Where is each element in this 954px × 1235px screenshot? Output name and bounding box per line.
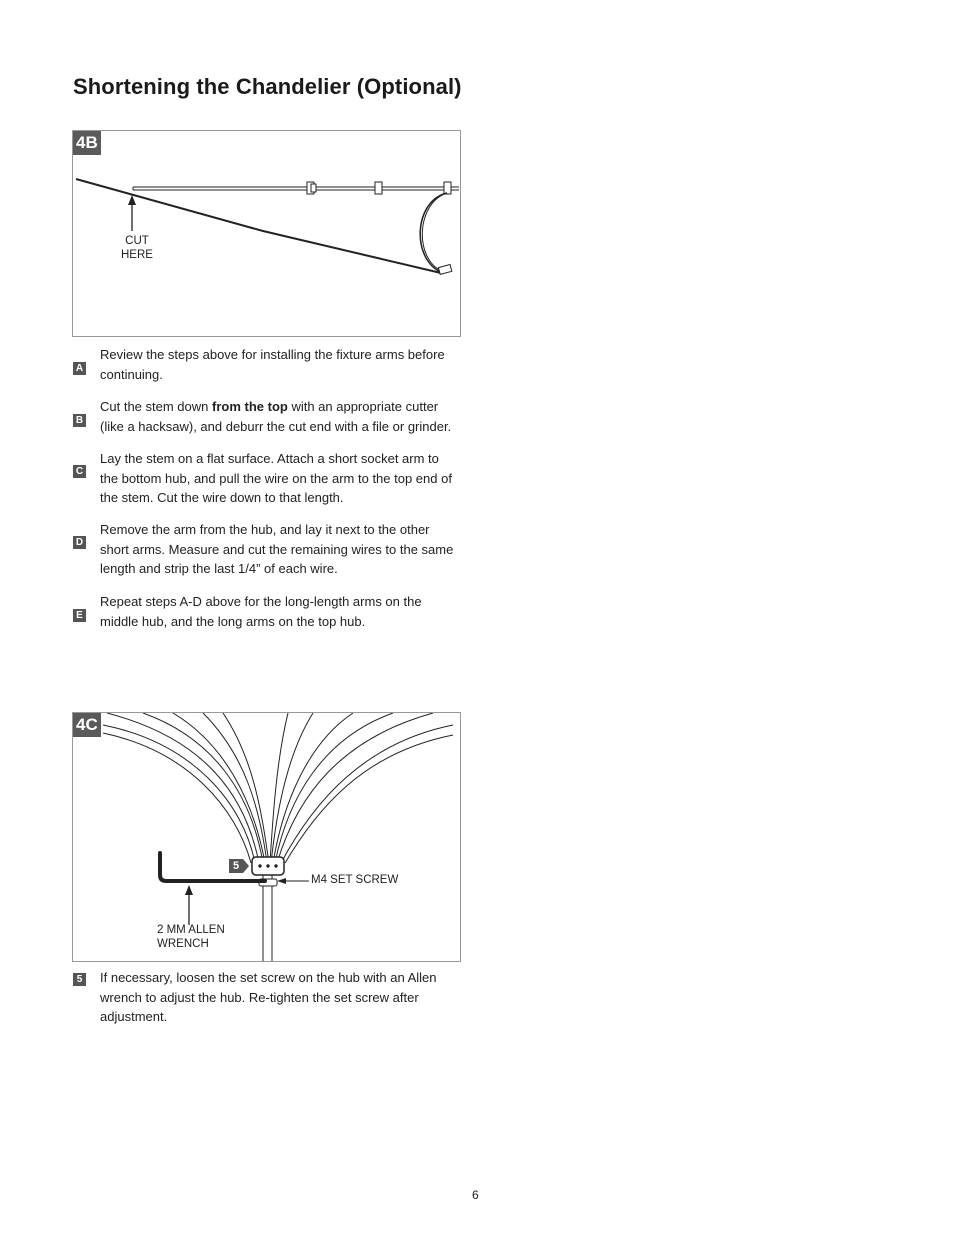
step-text-e: Repeat steps A-D above for the long-length arms on the middle hub, and the long arms on the top hub. <box>100 594 422 629</box>
step-text-5: If necessary, loosen the set screw on the hub with an Allen wrench to adjust the hub. Re-tighten the set screw after adjustment. <box>100 970 437 1024</box>
page-title: Shortening the Chandelier (Optional) <box>73 74 462 99</box>
figure-4c <box>72 712 461 962</box>
step-text-d: Remove the arm from the hub, and lay it next to the other short arms. Measure and cut the remaining wires to the same length and strip the last 1/4” of each wire. <box>100 522 454 576</box>
hub-1 <box>307 182 316 194</box>
figure-badge-4b: 4B <box>73 131 103 157</box>
hub-2 <box>375 182 382 194</box>
wire-loop <box>420 193 447 273</box>
step-letter-d: D <box>73 536 86 549</box>
allen-wrench-label: 2 MM ALLEN WRENCH <box>157 924 225 950</box>
hub-adjust-diagram <box>73 713 460 961</box>
step-letter-a: A <box>73 362 86 375</box>
set-screw-label: M4 SET SCREW <box>311 874 399 886</box>
page-number: 6 <box>472 1188 479 1202</box>
step-letter-b: B <box>73 414 86 427</box>
step-text-c: Lay the stem on a flat surface. Attach a short socket arm to the bottom hub, and pull the wire on the arm to the top end of the stem. Cut the wire down to that length. <box>100 451 452 505</box>
step-text-a: Review the steps above for installing the fixture arms before continuing. <box>100 347 445 382</box>
step-letter-c: C <box>73 465 86 478</box>
step-number-5: 5 <box>73 973 86 986</box>
figure-4b <box>72 130 461 337</box>
cut-here-label: CUT HERE <box>121 235 153 261</box>
callout-number-5: 5 <box>233 860 240 872</box>
hub-3 <box>444 182 451 194</box>
step-text-b: Cut the stem down from the top with an appropriate cutter (like a hacksaw), and deburr the cut end with a file or grinder. <box>100 399 452 434</box>
step-letter-e: E <box>73 609 86 622</box>
figure-badge-4c: 4C <box>73 713 103 739</box>
